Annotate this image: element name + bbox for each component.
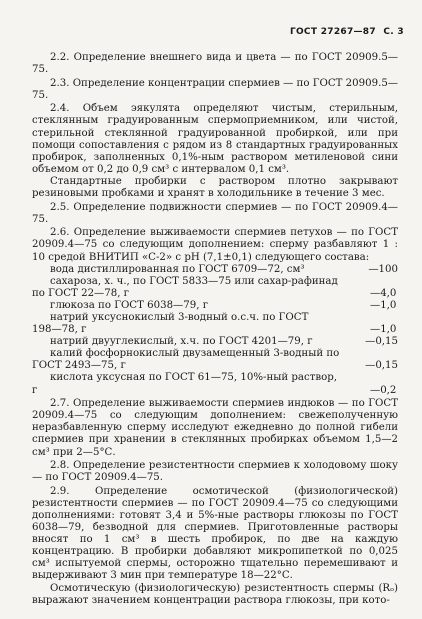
composition-value: —1,0 [370, 299, 397, 311]
composition-name-cont: г [32, 384, 38, 396]
composition-name: кислота уксусная по ГОСТ 61—75, 10%-ный раствор, [50, 372, 337, 384]
composition-value: —100 [368, 263, 398, 275]
page-number: С. 3 [383, 27, 404, 37]
composition-value: —0,15 [365, 360, 398, 372]
composition-name: натрий уксуснокислый 3-водный о.с.ч. по ГОСТ [50, 311, 309, 323]
composition-name-cont: ГОСТ 2493—75, г [32, 360, 126, 372]
paragraph-2-7: 2.7. Определение выживаемости спермиев индюков — по ГОСТ 20909.4—75 со следующим дополнением: свежеполученную неразбавленную сперму исследуют ежедневно до полной гибели спермиев при хранении в стеклянных пробирках объемом 1,5—2 см³ при 2—5°С. [32, 398, 398, 458]
paragraph-2-4: 2.4. Объем эякулята определяют чистым, стерильным, стеклянным градуированным спермоприемником, или чистой, стерильной стеклянной градуированной пробиркой, или при помощи сопоставления с рядом из 8 стандартных градуированных пробирок, заполненных 0,1%-ным раствором метиленовой сини объемом от 0,2 до 0,9 см³ с интервалом 0,1 см³. [32, 103, 398, 175]
composition-name: сахароза, х. ч., по ГОСТ 5833—75 или сахар-рафинад [50, 275, 338, 287]
composition-row [32, 312, 398, 324]
composition-row [32, 264, 398, 276]
composition-name: глюкоза по ГОСТ 6038—79, г [50, 299, 209, 311]
composition-row [32, 385, 398, 397]
paragraph-2-6: 2.6. Определение выживаемости спермиев петухов — по ГОСТ 20909.4—75 со следующим дополнением: сперму разбавляют 1 : 10 средой ВНИТИП «С-2» с рН (7,1±0,1) следующего состава: [32, 227, 398, 263]
composition-name-cont: по ГОСТ 22—78, г [32, 287, 130, 299]
paragraph-2-5: 2.5. Определение подвижности спермиев — по ГОСТ 20909.4—75. [32, 201, 398, 225]
standard-number: ГОСТ 27267—87 [289, 27, 376, 37]
paragraph-2-4-note: Стандартные пробирки с раствором плотно закрывают резиновыми пробками и хранят в холодильнике в течение 3 мес. [32, 175, 398, 200]
composition-row [32, 372, 398, 384]
composition-value: —4,0 [370, 287, 397, 299]
paragraph-2-9-cont: Осмотическую (физиологическую) резистентность спермы (Rₒ) выражают значением концентрации раствора глюкозы, при кото- [32, 582, 398, 606]
composition-name: натрий двууглекислый, х.ч. по ГОСТ 4201—79, г [50, 336, 313, 348]
composition-value: —1,0 [370, 324, 397, 336]
composition-row [32, 324, 398, 336]
composition-value: —0,15 [365, 336, 398, 348]
composition-row [32, 360, 398, 372]
composition-value: —0,2 [370, 384, 397, 396]
composition-name-cont: 198—78, г [32, 324, 87, 336]
paragraph-2-8: 2.8. Определение резистентности спермиев к холодовому шоку — по ГОСТ 20909.4—75. [32, 460, 398, 484]
composition-row [32, 348, 398, 360]
composition-row [32, 300, 398, 312]
composition-row [32, 288, 398, 300]
paragraph-2-2: 2.2. Определение внешнего вида и цвета — по ГОСТ 20909.5—75. [32, 52, 398, 76]
composition-name: калий фосфорнокислый двузамещенный 3-водный по [50, 348, 340, 360]
page-header [290, 27, 404, 37]
paragraph-2-9: 2.9. Определение осмотической (физиологической) резистентности спермиев — по ГОСТ 20909.4—75 со следующими дополнениями: готовят 3,4 и 5%-ные растворы глюкозы по ГОСТ 6038—79, безводной для спермиев. Приготовленные растворы вносят по 1 см³ в шесть пробирок, по две на каждую концентрацию. В пробирки добавляют микропипеткой по 0,025 см³ испытуемой спермы, осторожно тщательно перемешивают и выдерживают 3 мин при температуре 18—22°С. [32, 485, 398, 582]
composition-name: вода дистиллированная по ГОСТ 6709—72, см³ [50, 263, 305, 275]
paragraph-2-3: 2.3. Определение концентрации спермиев — по ГОСТ 20909.5—75. [32, 77, 398, 101]
document-body [32, 52, 398, 607]
composition-list [32, 264, 398, 397]
composition-row [32, 276, 398, 288]
composition-row [32, 336, 398, 348]
